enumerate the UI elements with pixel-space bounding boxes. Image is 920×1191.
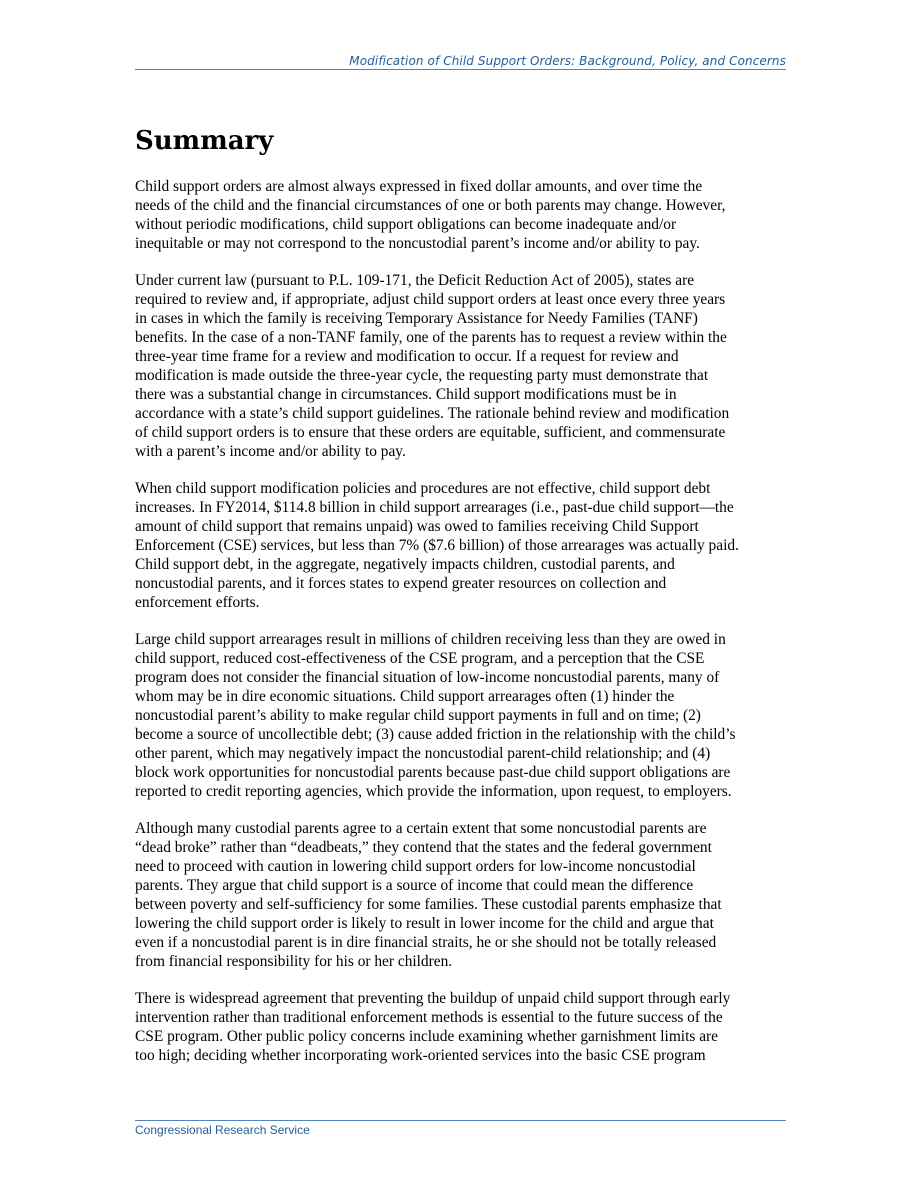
section-title: Summary (135, 126, 274, 156)
paragraph-6: There is widespread agreement that preventing the buildup of unpaid child support through early intervention rather than traditional enforcement methods is essential to the future success of the CSE program. Other public policy concerns include examining whether garnishment limits are too high; deciding whether incorporating work-oriented services into the basic CSE program (135, 990, 731, 1064)
paragraph-2: Under current law (pursuant to P.L. 109-171, the Deficit Reduction Act of 2005), states are required to review and, if appropriate, adjust child support orders at least once every three years in cases in which the family is receiving Temporary Assistance for Needy Families (TANF) benefits. In the case of a non-TANF family, one of the parents has to request a review within the three-year time frame for a review and modification to occur. If a request for review and modification is made outside the three-year cycle, the requesting party must demonstrate that there was a substantial change in circumstances. Child support modifications must be in accordance with a state’s child support guidelines. The rationale behind review and modification of child support orders is to ensure that these orders are equitable, sufficient, and commensurate with a parent’s income and/or ability to pay. (135, 272, 730, 460)
header-divider (135, 69, 786, 70)
paragraph-5: Although many custodial parents agree to a certain extent that some noncustodial parents are “dead broke” rather than “deadbeats,” they contend that the states and the federal government need to proceed with caution in lowering child support orders for low-income noncustodial parents. They argue that child support is a source of income that could mean the difference between poverty and self-sufficiency for some families. These custodial parents emphasize that lowering the child support order is likely to result in lower income for the child and argue that even if a noncustodial parent is in dire financial straits, he or she should not be totally released from financial responsibility for his or her children. (135, 820, 722, 970)
summary-body (135, 177, 790, 1083)
paragraph-1: Child support orders are almost always expressed in fixed dollar amounts, and over time the needs of the child and the financial circumstances of one or both parents may change. However, without periodic modifications, child support obligations can become inadequate and/or inequitable or may not correspond to the noncustodial parent’s income and/or ability to pay. (135, 178, 726, 252)
footer-organization: Congressional Research Service (135, 1123, 310, 1137)
running-header: Modification of Child Support Orders: Background, Policy, and Concerns (349, 54, 786, 68)
footer-divider (135, 1120, 786, 1121)
paragraph-4: Large child support arrearages result in millions of children receiving less than they are owed in child support, reduced cost-effectiveness of the CSE program, and a perception that the CSE program does not consider the financial situation of low-income noncustodial parents, many of whom may be in dire economic situations. Child support arrearages often (1) hinder the noncustodial parent’s ability to make regular child support payments in full and on time; (2) become a source of uncollectible debt; (3) cause added friction in the relationship with the child’s other parent, which may negatively impact the noncustodial parent-child relationship; and (4) block work opportunities for noncustodial parents because past-due child support obligations are reported to credit reporting agencies, which provide the information, upon request, to employers. (135, 631, 736, 800)
paragraph-3: When child support modification policies and procedures are not effective, child support debt increases. In FY2014, $114.8 billion in child support arrearages (i.e., past-due child support—the amount of child support that remains unpaid) was owed to families receiving Child Support Enforcement (CSE) services, but less than 7% ($7.6 billion) of those arrearages was actually paid. Child support debt, in the aggregate, negatively impacts children, custodial parents, and noncustodial parents, and it forces states to expend greater resources on collection and enforcement efforts. (135, 480, 739, 611)
